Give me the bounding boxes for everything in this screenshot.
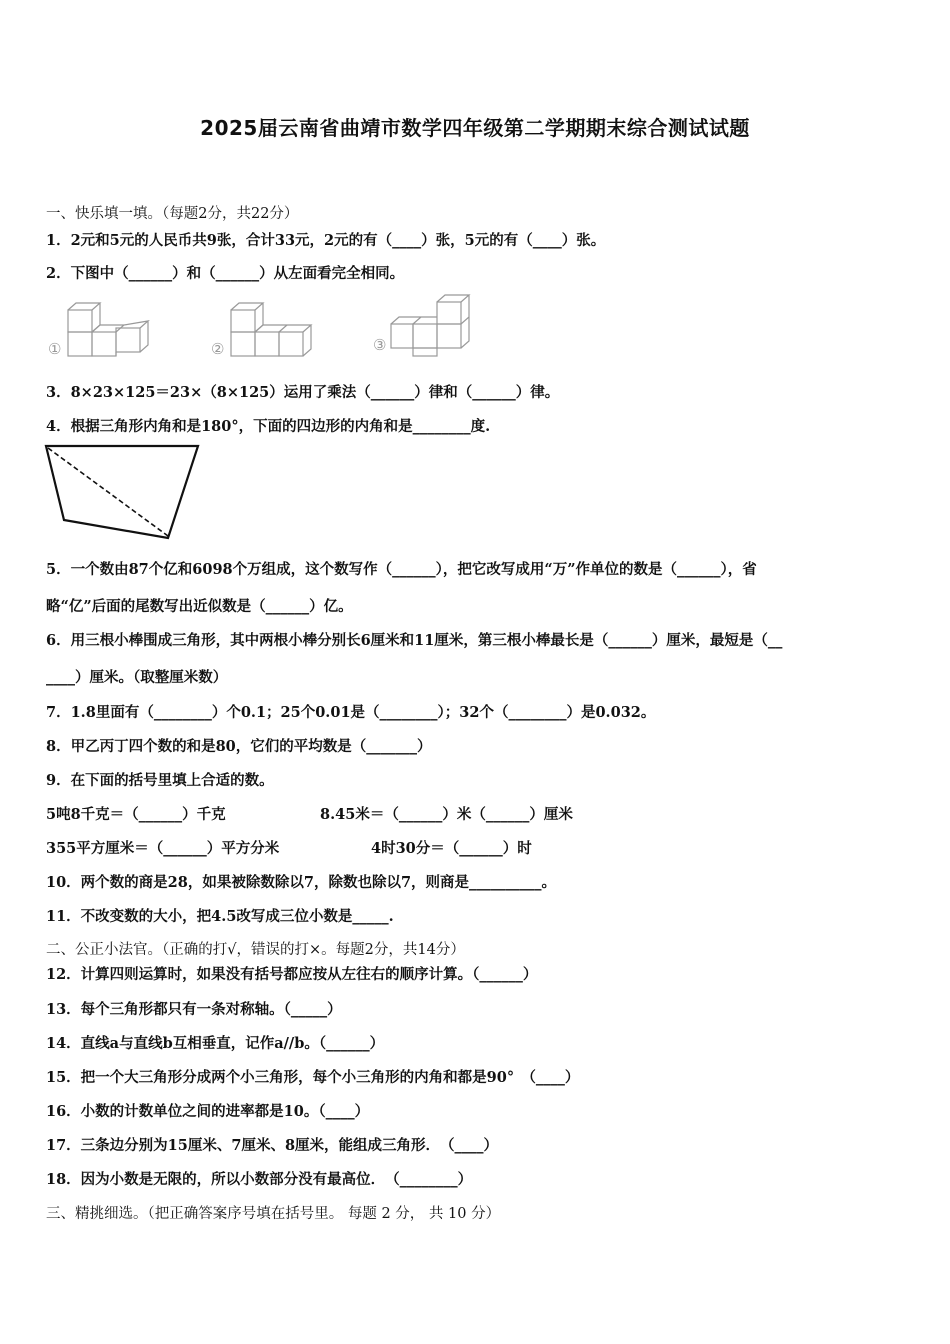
question-15: 15．把一个大三角形分成两个小三角形，每个小三角形的内角和都是90° （____） [46,1069,580,1086]
question-6-line-1: 6．用三根小棒围成三角形，其中两根小棒分别长6厘米和11厘米，第三根小棒最长是（______）厘米，最短是（__ [46,632,783,649]
question-7: 7．1.8里面有（________）个0.1；25个0.01是（________）；32个（________）是0.032。 [46,704,656,721]
cube-figure-3 [371,292,481,362]
section-1-heading: 一、快乐填一填。（每题2分，共22分） [46,206,299,222]
question-9-item-4: 4时30分＝（______）时 [371,840,532,857]
question-6-line-2: ____）厘米。（取整厘米数） [46,669,228,686]
cube-figure-2 [211,298,326,362]
question-4: 4．根据三角形内角和是180°，下面的四边形的内角和是________度. [46,418,491,435]
question-10: 10．两个数的商是28，如果被除数除以7，除数也除以7，则商是__________。 [46,874,557,891]
quadrilateral-figure [44,442,204,542]
question-16: 16．小数的计数单位之间的进率都是10。（____） [46,1103,370,1120]
figure-label: ① [48,340,62,358]
figure-label: ② [211,340,225,358]
cube-figure-1 [46,298,161,362]
question-5-line-1: 5．一个数由87个亿和6098个万组成，这个数写作（______），把它改写成用“万”作单位的数是（______），省 [46,561,757,578]
question-2: 2．下图中（______）和（______）从左面看完全相同。 [46,265,405,282]
question-9: 9．在下面的括号里填上合适的数。 [46,772,274,789]
question-8: 8．甲乙丙丁四个数的和是80，它们的平均数是（_______） [46,738,432,755]
question-18: 18．因为小数是无限的，所以小数部分没有最高位． （________） [46,1171,473,1188]
figure-label: ③ [373,336,387,354]
question-9-item-1: 5吨8千克＝（______）千克 [46,806,226,823]
section-2-heading: 二、公正小法官。（正确的打√，错误的打×。每题2分，共14分） [46,942,465,958]
question-9-item-3: 355平方厘米＝（______）平方分米 [46,840,280,857]
question-5-line-2: 略“亿”后面的尾数写出近似数是（______）亿。 [46,598,353,615]
question-9-item-2: 8.45米＝（______）米（______）厘米 [320,806,573,823]
question-3: 3．8×23×125＝23×（8×125）运用了乘法（______）律和（______）律。 [46,384,560,401]
section-3-heading: 三、精挑细选。（把正确答案序号填在括号里。 每题 2 分， 共 10 分） [46,1206,501,1222]
question-17: 17．三条边分别为15厘米、7厘米、8厘米，能组成三角形． （____） [46,1137,499,1154]
question-11: 11．不改变数的大小，把4.5改写成三位小数是_____. [46,908,394,925]
question-13: 13．每个三角形都只有一条对称轴。（_____） [46,1001,342,1018]
question-12: 12．计算四则运算时，如果没有括号都应按从左往右的顺序计算。（______） [46,966,538,983]
page-title: 2025届云南省曲靖市数学四年级第二学期期末综合测试试题 [200,116,750,140]
question-14: 14．直线a与直线b互相垂直，记作a//b。（______） [46,1035,385,1052]
question-1: 1．2元和5元的人民币共9张，合计33元，2元的有（____）张，5元的有（____）张。 [46,232,606,249]
